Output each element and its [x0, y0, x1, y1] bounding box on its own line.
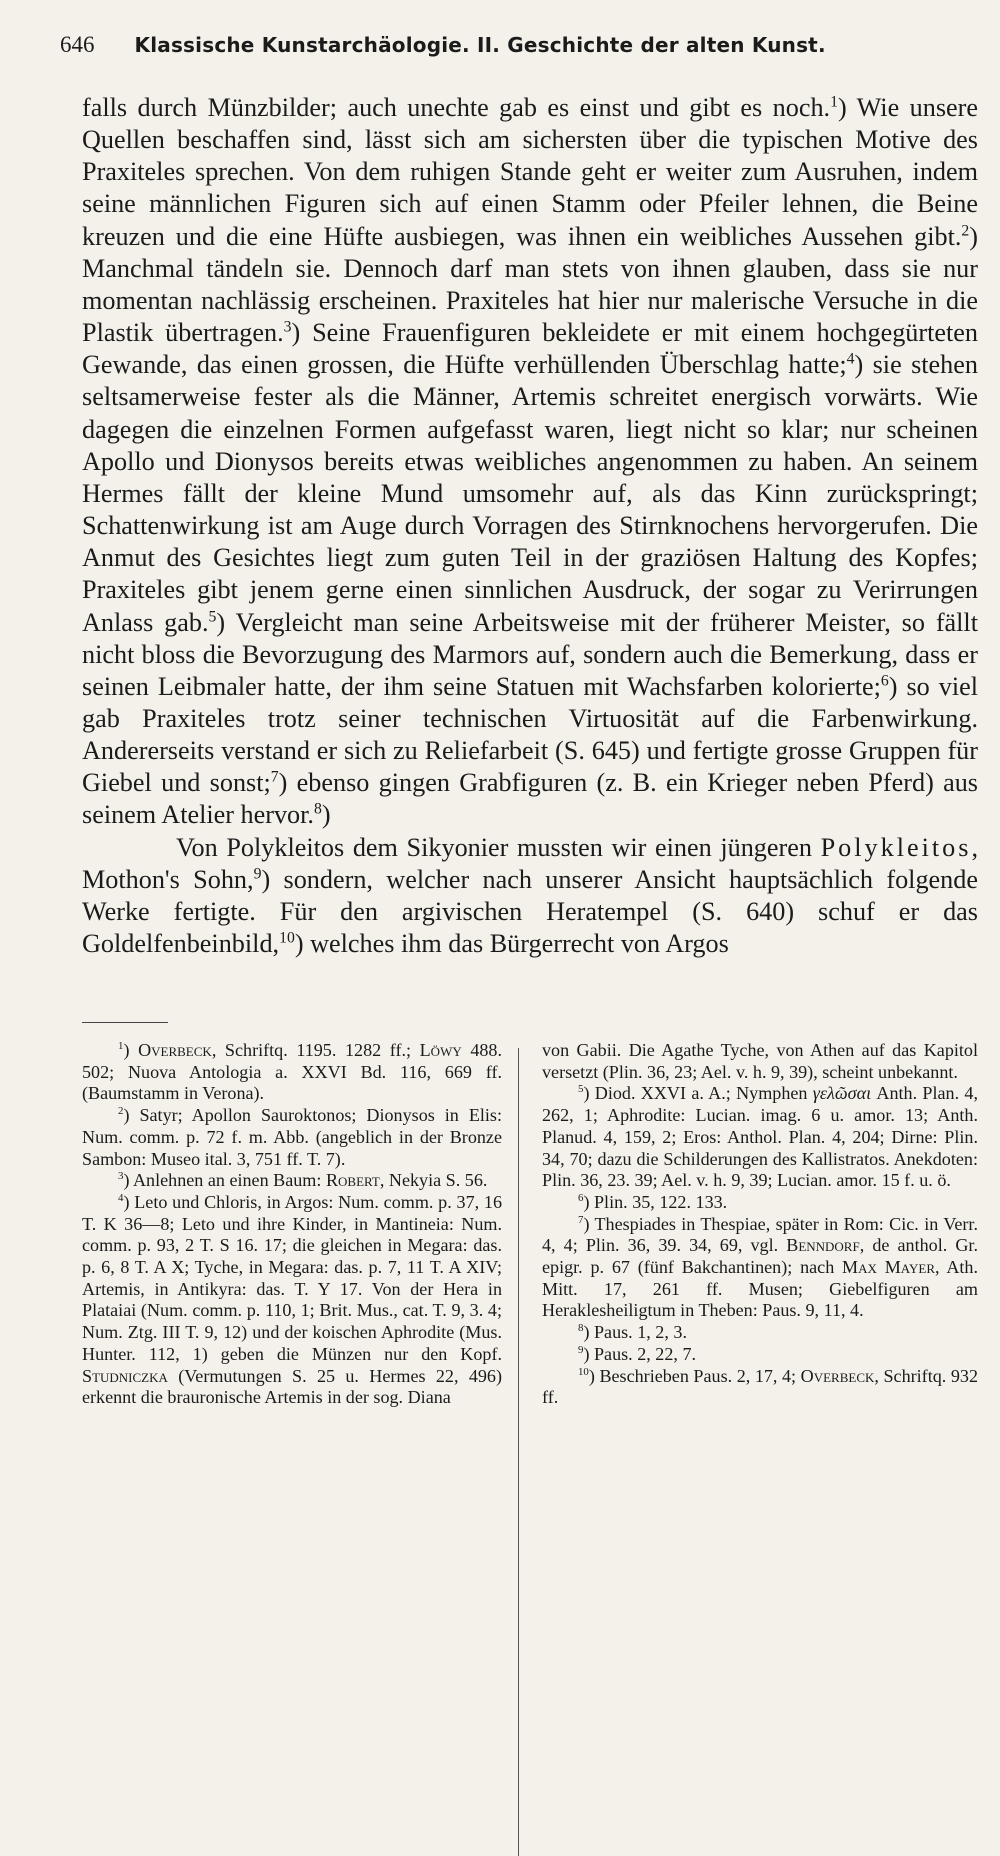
text-run: Von Polykleitos dem Sikyonier mussten wir einen jüngeren	[176, 832, 821, 862]
paragraph-praxiteles	[82, 92, 978, 832]
text-run: ) Seine Frauenfiguren bekleidete er mit einem hochgegürteten Gewande, das einen grossen, die Hüfte verhüllenden Überschlag hatte;	[82, 318, 979, 380]
footnote-10	[542, 1366, 978, 1409]
text-run: , Schriftq. 1195. 1282 ff.;	[211, 1040, 420, 1060]
footnote-number: 4	[118, 1191, 124, 1204]
footnote-ref[interactable]: 8	[313, 800, 322, 818]
main-text	[82, 92, 978, 960]
footnote-number: 9	[578, 1343, 584, 1356]
greek-word: γελῶσαι	[812, 1083, 872, 1104]
text-run: ) ebenso gingen Grabfiguren (z. B. ein Krieger neben Pferd) aus seinem Atelier hervor.	[82, 768, 978, 830]
author-name: Robert	[325, 1170, 380, 1191]
text-run: , Mothon's Sohn,	[82, 832, 978, 894]
text-run: ) Satyr; Apollon Sauroktonos; Dionysos in Elis: Num. comm. p. 72 f. m. Abb. (angeblich in der Bronze Sambon: Museo ital. 3, 751 ff. T. 7).	[82, 1105, 502, 1169]
text-run: falls durch Münzbilder; auch unechte gab es einst und gibt es noch.	[82, 93, 831, 122]
author-name: Studniczka	[82, 1365, 168, 1386]
page-number: 646	[60, 32, 95, 57]
footnote-ref[interactable]: 1	[830, 93, 838, 111]
text-run: ) Wie unsere Quellen beschaffen sind, lässt sich am sichersten über die typischen Motive des Praxiteles sprechen. Von dem ruhigen Stande geht er weiter zum Ausruhen, indem seine männlichen Figuren sich auf einen Stamm oder Pfeiler lehnen, die Beine kreuzen und die eine Hüfte ausbiegen, was ihnen ein weibliches Aussehen gibt.	[82, 93, 978, 251]
text-run: ) Plin. 35, 122. 133.	[583, 1191, 728, 1212]
footnote-9	[542, 1344, 978, 1366]
footnote-number: 2	[118, 1105, 124, 1118]
text-run: ) Beschrieben Paus. 2, 17, 4;	[588, 1365, 801, 1386]
footnote-number: 5	[578, 1083, 584, 1096]
author-name: Overbeck	[138, 1040, 212, 1060]
text-run: )	[321, 800, 331, 830]
author-name: Max Mayer	[842, 1257, 935, 1278]
footnote-6	[542, 1192, 978, 1214]
text-run: , Schriftq. 932 ff.	[542, 1365, 979, 1408]
text-run: Anth. Plan. 4, 262, 1; Aphrodite: Lucian. imag. 6 u. amor. 13; Anth. Planud. 4, 159, 2; Eros: Anthol. Plan. 4, 204; Dirne: Plin. 34, 70; dazu die Schilderungen des Kallistratos. Anekdoten: Plin. 36, 23. 39; Ael. v. h. 9, 39; Lucian. amor. 15 f. u. ö.	[542, 1083, 979, 1191]
text-run: ) Thespiades in Thespiae, später in Rom: Cic. in Verr. 4, 4; Plin. 36, 39. 34, 69, vgl.	[542, 1213, 978, 1256]
text-run: ) Anlehnen an einen Baum:	[123, 1170, 326, 1191]
footnote-ref[interactable]: 5	[208, 607, 217, 625]
footnotes	[82, 1040, 978, 1640]
paragraph-polykleitos	[82, 832, 978, 961]
footnote-column-left	[82, 1040, 502, 1409]
text-run: , Ath. Mitt. 17, 261 ff. Musen; Giebelfiguren am Heraklesheiligtum in Theben: Paus. 9, 11, 4.	[542, 1257, 978, 1321]
text-run: (Vermutungen S. 25 u. Hermes 22, 496) erkennt die brauronische Artemis in der sog. Diana	[82, 1365, 502, 1408]
footnote-ref[interactable]: 7	[270, 768, 279, 786]
author-name: Overbeck	[800, 1365, 875, 1386]
footnote-ref[interactable]: 10	[279, 929, 295, 947]
text-run: ) Vergleicht man seine Arbeitsweise mit der früherer Meister, so fällt nicht bloss die Bevorzugung des Marmors auf, sondern auch die Bemerkung, dass er seinen Leibmaler hatte, der ihm seine Statuen mit Wachsfarben kolorierte;	[82, 607, 978, 701]
text-run: , de anthol. Gr. epigr. p. 67 (fünf Bakchantinen); nach	[542, 1235, 978, 1278]
footnote-5	[542, 1083, 978, 1192]
column-divider	[518, 1048, 519, 1856]
running-title: Klassische Kunstarchäologie. II. Geschichte der alten Kunst.	[134, 33, 826, 57]
text-run: 488. 502; Nuova Antologia a. XXVI Bd. 116, 669 ff. (Baumstamm in Verona).	[82, 1040, 502, 1104]
footnote-column-right	[542, 1040, 978, 1409]
text-run: ) sondern, welcher nach unserer Ansicht hauptsächlich folgende Werke fertigte. Für den argivischen Heratempel (S. 640) schuf er das Goldelfenbeinbild,	[82, 864, 978, 959]
text-run: , Nekyia S. 56.	[379, 1170, 488, 1191]
footnote-2	[82, 1105, 502, 1170]
footnote-number: 7	[578, 1213, 584, 1226]
footnote-4	[82, 1192, 502, 1409]
text-run: ) Manchmal tändeln sie. Dennoch darf man stets von ihnen glauben, dass sie nur momentan nachlässig erscheinen. Praxiteles hat hier nur malerische Versuche in die Plastik übertragen.	[82, 221, 978, 348]
footnote-ref[interactable]: 6	[880, 672, 889, 690]
footnote-ref[interactable]: 3	[283, 318, 292, 336]
footnote-4-continued: von Gabii. Die Agathe Tyche, von Athen auf das Kapitol versetzt (Plin. 36, 23; Ael. v. h. 9, 39), scheint unbekannt.	[542, 1040, 978, 1082]
text-run: ) welches ihm das Bürgerrecht von Argos	[294, 929, 729, 959]
footnote-number: 6	[578, 1191, 584, 1204]
footnote-1: $^1$) Overbeck, Schriftq. 1195. 1282 ff.; Löwy 488. 502; Nuova Antologia a. XXVI Bd. 116, 669 ff. (Baumstamm in Verona).	[82, 1039, 502, 1104]
footnote-separator	[82, 1022, 168, 1023]
text-run: ) so viel gab Praxiteles trotz seiner technischen Virtuosität auf die Farbenwirkung. Andererseits verstand er sich zu Reliefarbeit (S. 645) und fertigte grosse Gruppen für Giebel und sonst;	[82, 671, 978, 798]
footnote-8	[542, 1322, 978, 1344]
footnote-ref[interactable]: 4	[846, 350, 855, 368]
text-run: ) Paus. 1, 2, 3.	[583, 1322, 687, 1343]
footnote-number: 8	[578, 1322, 584, 1335]
author-name: Löwy	[419, 1040, 462, 1060]
footnote-3	[82, 1170, 502, 1192]
text-run: ) Paus. 2, 22, 7.	[583, 1343, 697, 1364]
emphasized-name: Polykleitos	[820, 832, 972, 862]
footnote-7	[542, 1214, 978, 1323]
running-header	[60, 32, 920, 66]
text-run: ) sie stehen seltsamerweise fester als die Männer, Artemis schreitet energisch vorwärts. Wie dagegen die einzelnen Formen aufgefasst waren, liegt nicht so klar; nur scheinen Apollo und Dionysos bereits etwas weibliches angenommen zu haben. An seinem Hermes fällt der kleine Mund umsomehr auf, als das Kinn zurückspringt; Schattenwirkung ist am Auge durch Vorragen des Stirnknochens hervorgerufen. Die Anmut des Gesichtes liegt zum guten Teil in der graziösen Haltung des Kopfes; Praxiteles gibt jenem gerne einen sinnlichen Ausdruck, der sogar zu Verirrungen Anlass gab.	[82, 350, 978, 637]
footnote-ref[interactable]: 2	[961, 221, 970, 239]
author-name: Benndorf	[786, 1235, 860, 1256]
footnote-number: 1	[118, 1039, 124, 1052]
footnote-number: 10	[578, 1365, 589, 1378]
footnote-ref[interactable]: 9	[253, 865, 262, 883]
text-run: ) Diod. XXVI a. A.; Nymphen	[583, 1083, 813, 1104]
text-run: ) Leto und Chloris, in Argos: Num. comm. p. 37, 16 T. K 36—8; Leto und ihre Kinder, in Mantineia: Num. comm. p. 93, 2 T. S 16. 17; die gleichen in Megara: das. p. 6, 8 T. A X; Tyche, in Megara: das. p. 7, 11 T. A XIV; Artemis, in Antikyra: das. T. Y 17. Von der Hera in Plataiai (Num. comm. p. 110, 1; Brit. Mus., cat. T. 9, 3. 4; Num. Ztg. III T. 9, 12) und der koischen Aphrodite (Mus. Hunter. 112, 1) geben die Münzen nur den Kopf.	[82, 1191, 502, 1364]
footnote-number: 3	[118, 1170, 124, 1183]
